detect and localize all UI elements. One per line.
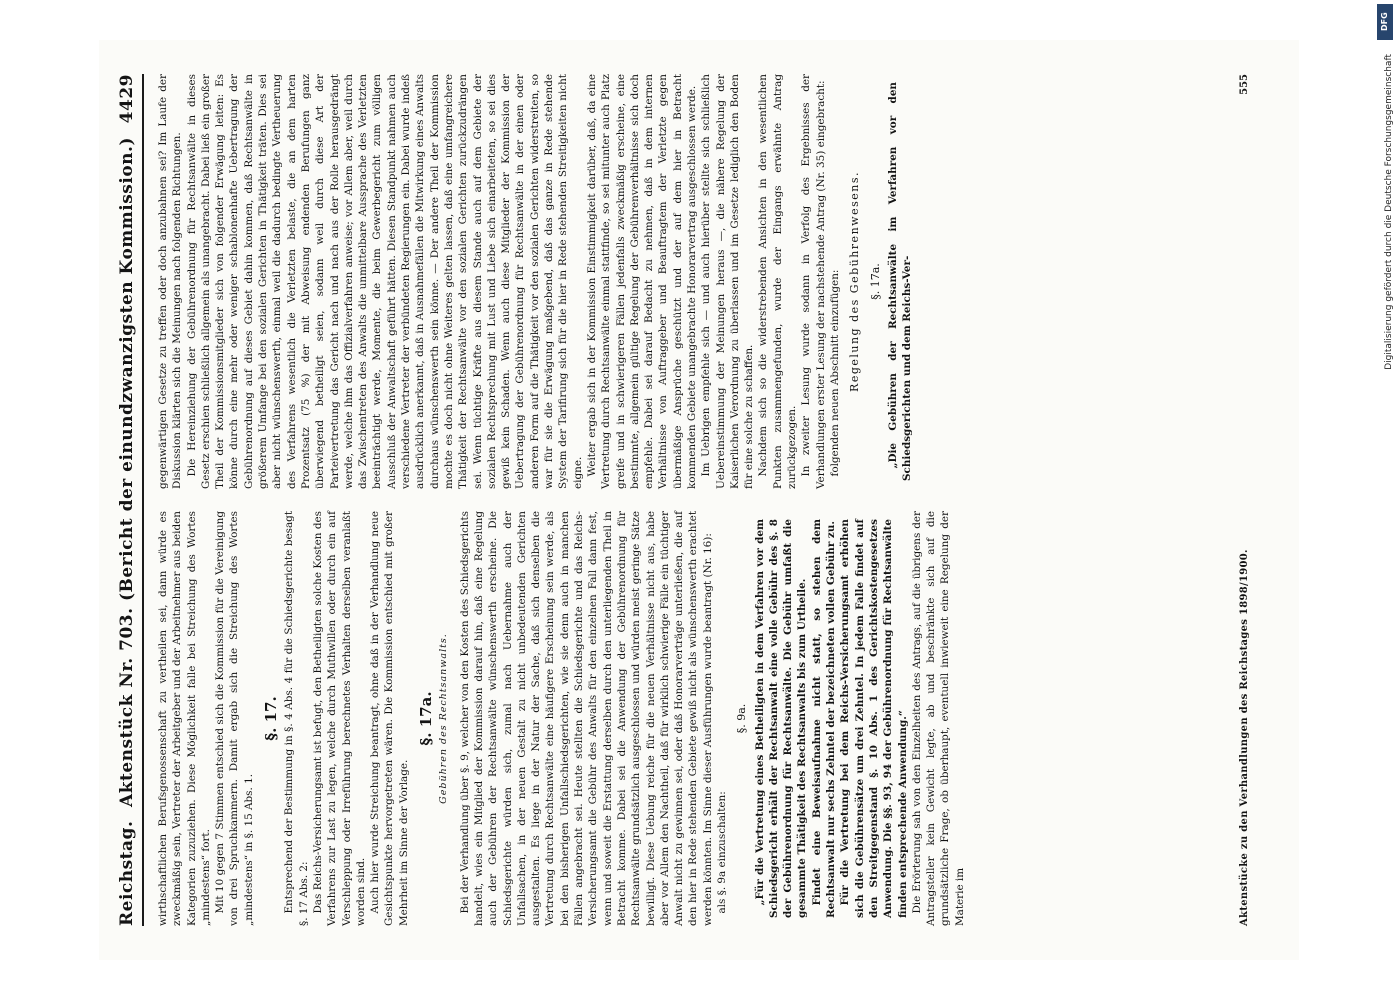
- footer-source: Aktenstücke zu den Verhandlungen des Reichstages 1898/1900.: [1238, 549, 1250, 926]
- quote-paragraph: „Die Gebühren der Rechtsanwälte im Verfahren vor den Schiedsgerichten und dem Reichs-Ver-: [886, 82, 913, 481]
- paragraph: Weiter ergab sich in der Kommission Einstimmigkeit darüber, daß, da eine Vertretung durch Rechtsanwälte einmal stattfinde, so sei mitunter auch Platz greife und in schwierigeren Fällen jedenfalls zweckmäßig erscheine, eine bestimmte, allgemein gültige Regelung der Gebührenverhältnisse sich doch empfehle. Dabei sei darauf Bedacht zu nehmen, daß in dem internen Verhältnisse von Auftraggeber und Beauftragtem der Verletzte gegen übermäßige Ansprüche geschützt und der auf dem hier in Betracht kommenden Gebiete unangebrachte Honorarvertrag ausgeschlossen werde.: [585, 74, 698, 489]
- text-columns: [156, 74, 1250, 926]
- paragraph: Bei der Verhandlung über §. 9, welcher von den Kosten des Schiedsgerichts handelt, wies ein Mitglied der Kommission darauf hin, daß eine Regelung auch der Gebühren der Rechtsanwälte wünschenswerth erscheine. Die Schiedsgerichte würden sich, zumal nach Uebernahme auch der Unfallsachen, in der neuen Gestalt zu nicht unbedeutenden Gerichten ausgestalten. Es liege in der Natur der Sache, daß sich denselben die Vertretung durch Rechtsanwälte eine häufigere Erscheinung sein werde, als bei den bisherigen Unfallschiedsgerichten, wie sie denn auch in manchen Fällen angebracht sei. Heute stellten die Schiedsgerichte und das Reichs-Versicherungsamt die Gebühr des Anwalts für den einzelnen Fall dann fest, wenn und soweit die Erstattung derselben durch den unterliegenden Theil in Betracht komme. Dabei sei die Anwendung der Gebührenordnung für Rechtsanwälte grundsätzlich ausgeschlossen und würden meist geringe Sätze bewilligt. Diese Uebung reiche für die neuen Verhältnisse nicht aus, habe aber vor Allem den Nachtheil, daß für wirklich schwierige Fälle ein tüchtiger Anwalt nicht zu gewinnen sei, oder daß Honorarverträge unterließen, die auf den hier in Rede stehenden Gebiete gewiß nicht als wünschenswerth erachtet werden könnten. Im Sinne dieser Ausführungen wurde beantragt (Nr. 16):: [458, 511, 714, 926]
- quoted-amendment: [752, 511, 909, 926]
- paragraph: gegenwärtigen Gesetze zu treffen oder doch anzubahnen sei? Im Laufe der Diskussion klärten sich die Meinungen nach folgenden Richtungen.: [156, 74, 183, 489]
- paragraph: Auch hier wurde Streichung beantragt, ohne daß in der Verhandlung neue Gesichtspunkte hervorgetreten wären. Die Kommission entschied mit großer Mehrheit im Sinne der Vorlage.: [368, 511, 410, 926]
- scanned-page: [99, 40, 1299, 960]
- quote-paragraph: Für die Vertretung bei dem Reichs-Versicherungsamt erhöhen sich die Gebührensätze um drei Zehntel. In jedem Falle findet auf den Streitgegenstand §. 10 Abs. 1 des Gerichtskostengesetzes Anwendung. Die §§. 93, 94 der Gebührenordnung für Rechtsanwälte finden entsprechende Anwendung.“: [838, 519, 909, 918]
- page-number: 4429: [116, 74, 137, 124]
- quoted-amendment: [885, 74, 914, 489]
- paragraph: Die Erörterung sah von den Einzelheiten des Antrags, auf die übrigens der Antragsteller kein Gewicht legte, ab und beschränkte sich auf die grundsätzliche Frage, ob überhaupt, eventuell inwieweit eine Regelung der Materie im: [910, 511, 966, 926]
- paragraph: wirthschaftlichen Berufsgenossenschaft zu vertheilen sei, dann würde es zweckmäßig sein, Vertreter der Arbeitgeber und der Arbeitnehmer aus beiden Kategorien zuzuziehen. Diese Möglichkeit falle bei Streichung des Wortes „mindestens“ fort.: [156, 511, 212, 926]
- paragraph: Im Uebrigen empfehle sich — und auch hierüber stellte sich schließlich Uebereinstimmung der Meinungen heraus —, die nähere Regelung der Kaiserlichen Verordnung zu überlassen und im Gesetze lediglich den Boden für eine solche zu schaffen.: [699, 74, 755, 489]
- paragraph: folgenden neuen Abschnitt einzufügen:: [828, 269, 841, 477]
- section-heading: §. 17a.: [416, 691, 435, 746]
- section-subheading: Regelung des Gebührenwesens.: [847, 171, 861, 392]
- quote-paragraph: „Für die Vertretung eines Betheiligten in dem Verfahren vor dem Schiedsgericht erhält der Rechtsanwalt eine volle Gebühr des §. 8 der Gebührenordnung für Rechtsanwälte. Die Gebühr umfaßt die gesammte Thätigkeit des Rechtsanwalts bis zum Urtheile.: [753, 519, 808, 918]
- paragraph: Mit 10 gegen 7 Stimmen entschied sich die Kommission für die Vereinigung von drei Spruchkammern. Damit ergab sich die Streichung des Wortes „mindestens“ in §. 15 Abs. 1.: [213, 511, 255, 926]
- paragraph: Das Reichs-Versicherungsamt ist befugt, den Betheiligten solche Kosten des Verfahrens zur Last zu legen, welche durch Muthwillen oder durch ein auf Verschleppung oder Irreführung berechnetes Verhalten derselben veranlaßt worden sind.: [311, 511, 367, 926]
- paragraph-heading: §. 9a.: [734, 703, 748, 734]
- quote-paragraph: Findet eine Beweisaufnahme nicht statt, so stehen dem Rechtsanwalt nur sechs Zehntel der bezeichneten vollen Gebühr zu.: [810, 519, 837, 918]
- header-left: Reichstag.: [116, 820, 137, 926]
- paragraph: In zweiter Lesung wurde sodann in Verfolg des Ergebnisses der Verhandlungen erster Lesung der nachstehende Antrag (Nr. 35) eingebracht:: [799, 74, 827, 489]
- digitization-credit: Digitalisierung gefördert durch die Deutsche Forschungsgemeinschaft: [1384, 54, 1394, 370]
- dfg-logo: DFG: [1377, 4, 1393, 40]
- footer-page-number: 555: [1238, 74, 1250, 95]
- paragraph-heading: §. 17a.: [868, 263, 882, 300]
- section-heading: §. 17.: [261, 696, 280, 741]
- paragraph: Die Hereinziehung der Gebührenordnung für Rechtsanwälte in dieses Gesetz erschien schließlich allgemein als unangebracht. Dabei ließ ein großer Theil der Kommissionsmitglieder sich von folgender Erwägung leiten: Es könne durch eine mehr oder weniger schablonenhafte Uebertragung der Gebührenordnung auf dieses Gebiet dahin kommen, daß Rechtsanwälte in größerem Umfange bei den sozialen Gerichten in Thätigkeit träten. Dies sei aber nicht wünschenswerth, einmal weil die dadurch bedingte Vertheuerung des Verfahrens wesentlich die Verletzten belaste, die an dem harten Prozentsatz (75 %) der mit Abweisung endenden Berufungen ganz überwiegend betheiligt seien, sodann weil durch diese Art der Parteivertretung das Gericht nach und nach aus der Rolle herausgedrängt werde, welche ihm das Offizialverfahren anweise; vor Allem aber, weil durch das Zwischentreten des Anwalts die unmittelbare Aussprache des Verletzten beeinträchtigt werde, Momente, die beim Gewerbegericht zum völligen Ausschluß der Anwaltschaft geführt hätten. Diesen Standpunkt nahmen auch verschiedene Vertreter der verbündeten Regierungen ein. Dabei wurde indeß ausdrücklich anerkannt, daß in Ausnahmefällen die Mitwirkung eines Anwalts durchaus wünschenswerth sein könne. — Der andere Theil der Kommission mochte es doch nicht ohne Weiteres gelten lassen, daß eine umfangreichere Thätigkeit der Rechtsanwälte vor den sozialen Gerichten zurückzudrängen sei. Wenn tüchtige Kräfte aus diesem Stande auch auf dem Gebiete der sozialen Rechtsprechung mit Lust und Liebe sich einarbeiteten, so sei dies gewiß kein Schaden. Wenn auch diese Mitglieder der Kommission der Uebertragung der Gebührenordnung für Rechtsanwälte in der einen oder anderen Form auf die Thätigkeit vor den sozialen Gerichten widerstreiten, so war für sie die Erwägung maßgebend, daß das ganze in Rede stehende System der Tarifirung sich für die hier in Rede stehenden Streitigkeiten nicht eigne.: [185, 74, 584, 489]
- section-subheading: Gebühren des Rechtsanwalts.: [437, 633, 449, 804]
- paragraph: Nachdem sich so die widerstrebenden Ansichten in den wesentlichen Punkten zusammengefunden, wurde der Eingangs erwähnte Antrag zurückgezogen.: [756, 74, 798, 489]
- paragraph: Entsprechend der Bestimmung in §. 4 Abs. 4 für die Schiedsgerichte besagt §. 17 Abs. 2:: [282, 511, 310, 926]
- paragraph: als §. 9a einzuschalten:: [715, 791, 728, 914]
- left-column: [156, 511, 1246, 926]
- header-title: Aktenstück Nr. 703. (Bericht der einundzwanzigsten Kommission.): [116, 137, 137, 807]
- right-column: [156, 74, 1246, 489]
- page-header: [117, 74, 144, 926]
